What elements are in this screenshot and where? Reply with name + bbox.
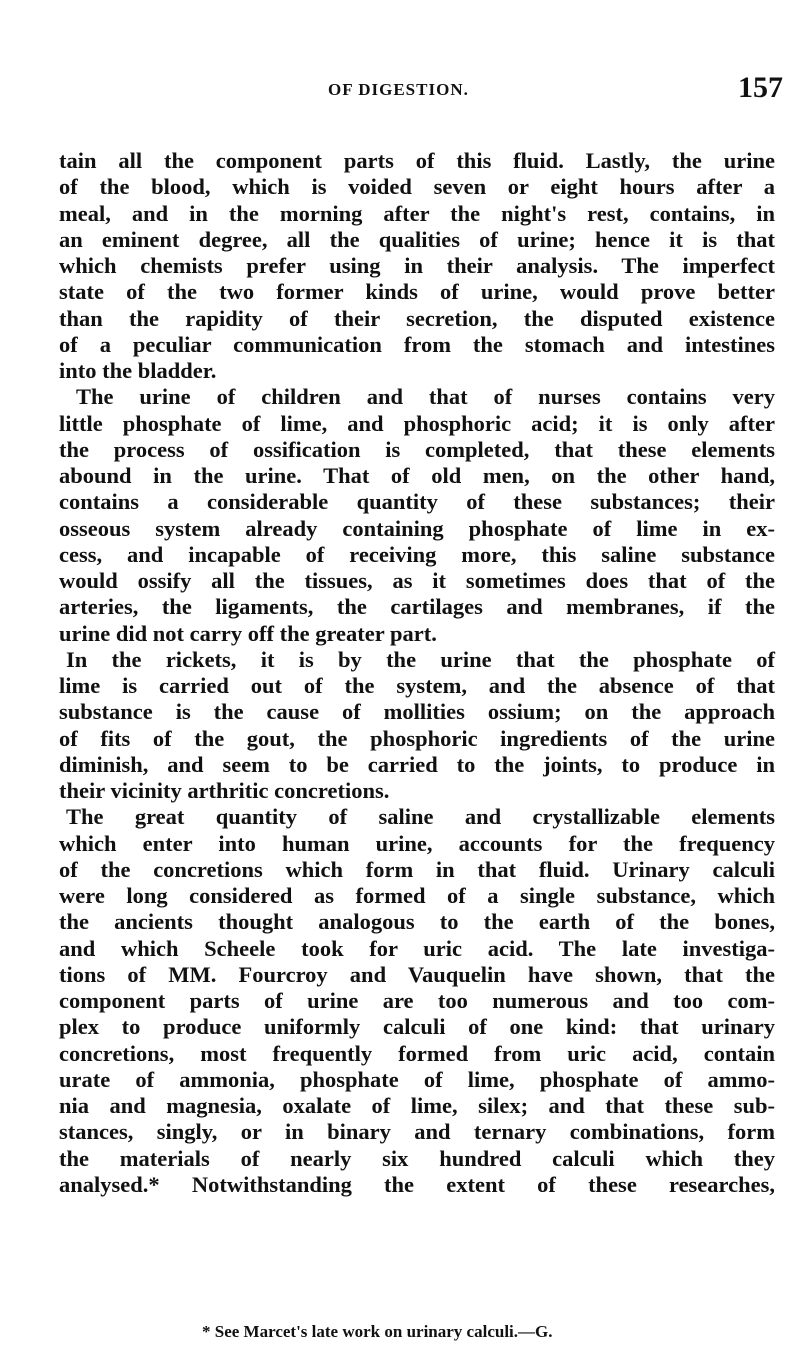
text-line: osseous system already containing phosphate of lime in ex- [59,515,775,541]
text-line: the process of ossification is completed, that these elements [59,436,775,462]
text-line: contains a considerable quantity of these substances; their [59,489,775,515]
text-line: of fits of the gout, the phosphoric ingredients of the urine [59,725,775,751]
text-line: and which Scheele took for uric acid. The late investiga- [59,935,775,961]
footnote: * See Marcet's late work on urinary calculi.—G. [202,1322,553,1341]
text-line: urate of ammonia, phosphate of lime, phosphate of ammo- [59,1066,775,1092]
text-line: The urine of children and that of nurses contains very [76,384,775,410]
text-line: of a peculiar communication from the stomach and intestines [59,331,775,357]
text-line: diminish, and seem to be carried to the joints, to produce in [59,751,775,777]
text-line: of the concretions which form in that fluid. Urinary calculi [59,856,775,882]
text-line: substance is the cause of mollities ossium; on the approach [59,699,775,725]
text-line: tions of MM. Fourcroy and Vauquelin have shown, that the [59,961,775,987]
text-line: plex to produce uniformly calculi of one kind: that urinary [59,1014,775,1040]
text-line: than the rapidity of their secretion, the disputed existence [59,305,775,331]
text-line: state of the two former kinds of urine, would prove better [59,279,775,305]
text-line: which enter into human urine, accounts for the frequency [59,830,775,856]
text-line: abound in the urine. That of old men, on the other hand, [59,463,775,488]
text-line: cess, and incapable of receiving more, this saline substance [59,541,775,567]
text-line: concretions, most frequently formed from uric acid, contain [59,1040,775,1066]
text-line: into the bladder. [59,358,217,383]
text-line: little phosphate of lime, and phosphoric acid; it is only after [59,410,775,436]
text-line: the ancients thought analogous to the earth of the bones, [59,909,775,935]
text-line: component parts of urine are too numerous and too com- [59,988,775,1013]
text-line: would ossify all the tissues, as it sometimes does that of the [59,568,775,593]
text-line: urine did not carry off the greater part. [59,620,437,646]
text-line: lime is carried out of the system, and the absence of that [59,673,775,698]
text-line: their vicinity arthritic concretions. [59,778,390,803]
text-line: The great quantity of saline and crystallizable elements [66,804,775,830]
text-line: stances, singly, or in binary and ternary combinations, form [59,1119,775,1145]
text-line: the materials of nearly six hundred calculi which they [59,1145,775,1171]
text-line: nia and magnesia, oxalate of lime, silex; and that these sub- [59,1093,775,1118]
text-line: which chemists prefer using in their analysis. The imperfect [59,253,775,278]
text-line: tain all the component parts of this fluid. Lastly, the urine [59,148,775,173]
text-line: an eminent degree, all the qualities of urine; hence it is that [59,226,775,252]
text-line: arteries, the ligaments, the cartilages and membranes, if the [59,594,775,620]
text-line: In the rickets, it is by the urine that the phosphate of [66,646,775,672]
running-head: OF DIGESTION. [328,80,469,99]
text-line: meal, and in the morning after the night's rest, contains, in [59,200,775,226]
page-number: 157 [738,71,783,104]
text-line: were long considered as formed of a single substance, which [59,883,775,908]
text-line: of the blood, which is voided seven or eight hours after a [59,174,775,200]
text-line: analysed.* Notwithstanding the extent of these researches, [59,1171,775,1197]
body-text [59,148,775,1198]
